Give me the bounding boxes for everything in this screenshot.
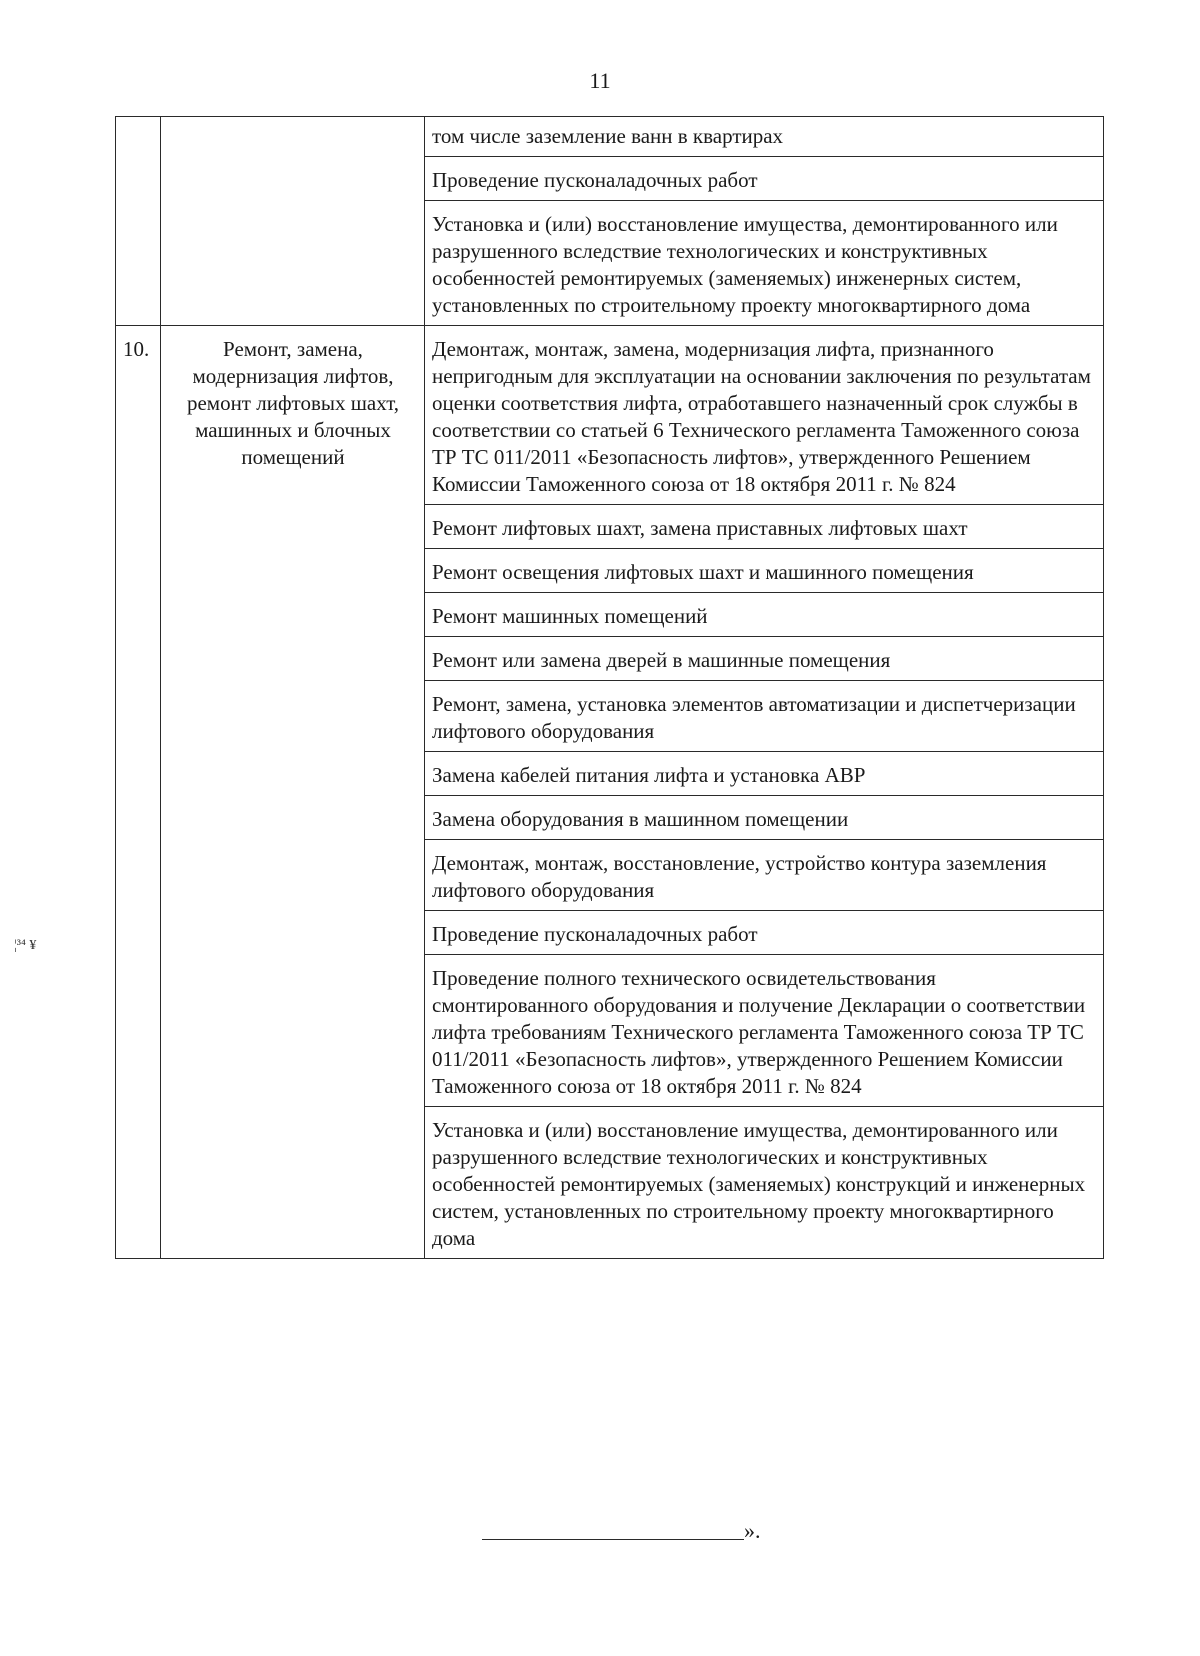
work-cell: Ремонт или замена дверей в машинные помещения [425, 637, 1104, 681]
work-cell: Замена кабелей питания лифта и установка АВР [425, 752, 1104, 796]
work-cell: Ремонт машинных помещений [425, 593, 1104, 637]
section-number: 10. [116, 326, 161, 1259]
work-cell: Проведение полного технического освидетельствования смонтированного оборудования и получение Декларации о соответствии лифта требованиям Технического регламента Таможенного союза ТР ТС 011/2011 «Безопасность лифтов», утвержденного Решением Комиссии Таможенного союза от 18 октября 2011 г. № 824 [425, 955, 1104, 1107]
table-row [116, 326, 1104, 505]
closing-mark [482, 1518, 761, 1544]
margin-scan-mark: ¦³⁴ ¥ [14, 938, 37, 953]
work-cell: Замена оборудования в машинном помещении [425, 796, 1104, 840]
works-table [115, 116, 1104, 1259]
work-cell: Демонтаж, монтаж, восстановление, устройство контура заземления лифтового оборудования [425, 840, 1104, 911]
work-cell: Проведение пусконаладочных работ [425, 157, 1104, 201]
work-cell: Проведение пусконаладочных работ [425, 911, 1104, 955]
table-row [116, 117, 1104, 157]
closing-quote: ». [744, 1518, 761, 1543]
work-cell: Ремонт освещения лифтовых шахт и машинного помещения [425, 549, 1104, 593]
work-cell: Установка и (или) восстановление имущества, демонтированного или разрушенного вследствие технологических и конструктивных особенностей ремонтируемых (заменяемых) конструкций и инженерных систем, установленных по строительному проекту многоквартирного дома [425, 1107, 1104, 1259]
work-cell: том числе заземление ванн в квартирах [425, 117, 1104, 157]
number-cell-empty [116, 117, 161, 326]
signature-line [482, 1539, 744, 1540]
section-name: Ремонт, замена, модернизация лифтов, ремонт лифтовых шахт, машинных и блочных помещений [161, 326, 425, 1259]
work-cell: Демонтаж, монтаж, замена, модернизация лифта, признанного непригодным для эксплуатации на основании заключения по результатам оценки соответствия лифта, отработавшего назначенный срок службы в соответствии со статьей 6 Технического регламента Таможенного союза ТР ТС 011/2011 «Безопасность лифтов», утвержденного Решением Комиссии Таможенного союза от 18 октября 2011 г. № 824 [425, 326, 1104, 505]
page-number: 11 [589, 68, 611, 93]
name-cell-empty [161, 117, 425, 326]
work-cell: Установка и (или) восстановление имущества, демонтированного или разрушенного вследствие технологических и конструктивных особенностей ремонтируемых (заменяемых) инженерных систем, установленных по строительному проекту многоквартирного дома [425, 201, 1104, 326]
work-cell: Ремонт, замена, установка элементов автоматизации и диспетчеризации лифтового оборудования [425, 681, 1104, 752]
work-cell: Ремонт лифтовых шахт, замена приставных лифтовых шахт [425, 505, 1104, 549]
